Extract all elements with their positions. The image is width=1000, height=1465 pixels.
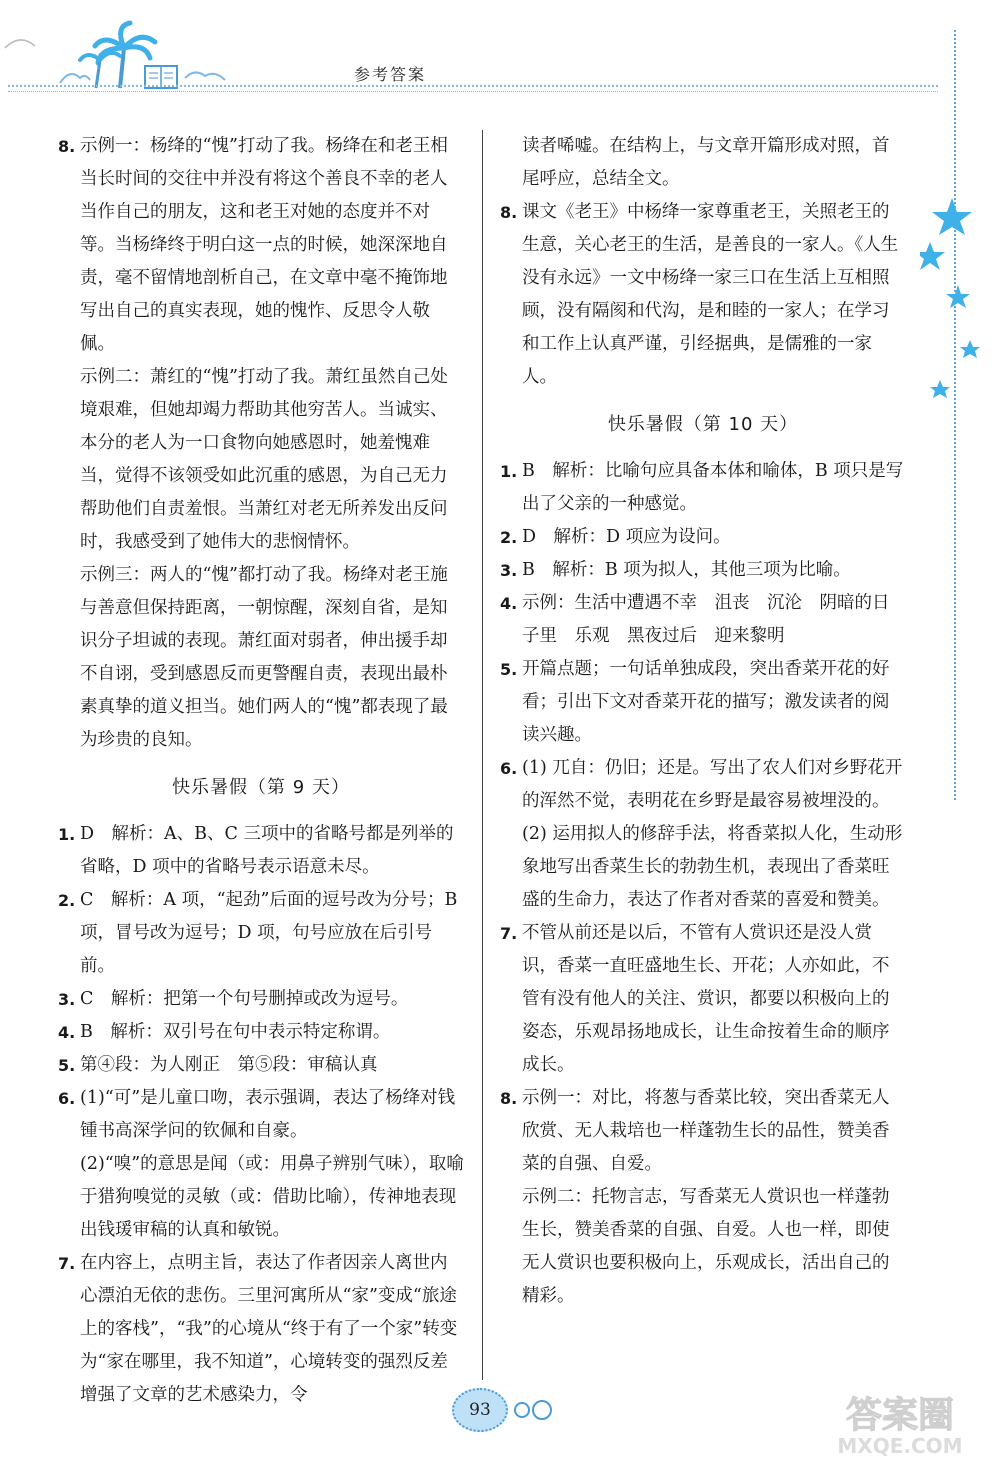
answer-text: (2)“嗅”的意思是闻（或：用鼻子辨别气味），取喻于猎狗嗅觉的灵敏（或：借助比喻），传神地表现出钱瑗审稿的认真和敏锐。 <box>80 1154 464 1240</box>
answer-text: B 解析：双引号在句中表示特定称谓。 <box>80 1022 391 1042</box>
answer-text: 示例二：托物言志，写香菜无人赏识也一样蓬勃生长，赞美香菜的自强、自爱。人也一样，即使无人赏识也要积极向上，乐观成长，活出自己的精彩。 <box>522 1187 890 1306</box>
answer-text: D 解析：A、B、C 三项中的省略号都是列举的省略，D 项中的省略号表示语意未尽。 <box>80 824 454 877</box>
answer-item <box>58 130 464 361</box>
palm-tree-logo-icon <box>0 18 240 93</box>
answer-text: 不管从前还是以后，不管有人赏识还是没人赏识，香菜一直旺盛地生长、开花；人亦如此，不管有没有他人的关注、赏识，都要以积极向上的姿态，乐观昂扬地成长，让生命按着生命的顺序成长。 <box>522 923 890 1075</box>
item-number: 3. <box>500 561 518 580</box>
column-divider <box>482 130 483 1380</box>
item-number: 7. <box>58 1254 76 1273</box>
item-number: 5. <box>58 1056 76 1075</box>
answer-item <box>500 455 906 521</box>
answer-text: B 解析：B 项为拟人，其他三项为比喻。 <box>522 560 851 580</box>
answer-text: 开篇点题；一句话单独成段，突出香菜开花的好看；引出下文对香菜开花的描写；激发读者的阅读兴趣。 <box>522 659 890 745</box>
answer-text: 示例一：对比，将葱与香菜比较，突出香菜无人欣赏、无人栽培也一样蓬勃生长的品性，赞美香菜的自强、自爱。 <box>522 1088 890 1174</box>
section-title: 快乐暑假（第 10 天） <box>607 414 799 435</box>
answer-item <box>58 1016 464 1049</box>
item-number: 7. <box>500 924 518 943</box>
answer-text: (2) 运用拟人的修辞手法，将香菜拟人化，生动形象地写出香菜生长的勃勃生机，表现出了香菜旺盛的生命力，表达了作者对香菜的喜爱和赞美。 <box>522 824 903 910</box>
answer-text: 示例一：杨绛的“愧”打动了我。杨绛在和老王相当长时间的交往中并没有将这个善良不幸的老人当作自己的朋友，这和老王对她的态度并不对等。当杨绛终于明白这一点的时候，她深深地自责，毫不留情地剖析自己，在文章中毫不掩饰地写出自己的真实表现，她的愧怍、反思令人敬佩。 <box>80 136 448 354</box>
answer-item <box>500 554 906 587</box>
answer-item <box>500 196 906 394</box>
answer-item <box>58 818 464 884</box>
item-number: 8. <box>500 203 518 222</box>
answer-text: 在内容上，点明主旨，表达了作者因亲人离世内心漂泊无依的悲伤。三里河寓所从“家”变成“旅途上的客栈”，“我”的心境从“终于有了一个家”转变为“家在哪里，我不知道”，心境转变的强烈反差增强了文章的艺术感染力，令 <box>80 1253 458 1405</box>
answer-item <box>58 1049 464 1082</box>
left-column <box>58 130 464 1412</box>
page-footer <box>0 1380 1000 1465</box>
answer-text: 示例二：萧红的“愧”打动了我。萧红虽然自己处境艰难，但她却竭力帮助其他穷苦人。当诚实、本分的老人为一口食物向她感恩时，她羞愧难当，觉得不该领受如此沉重的感恩，为自己无力帮助他们自责羞恨。当萧红对老无所养发出反问时，我感受到了她伟大的悲悯情怀。 <box>80 367 448 552</box>
item-number: 2. <box>58 891 76 910</box>
answer-text: 第④段：为人刚正 第⑤段：审稿认真 <box>80 1055 378 1075</box>
answer-item <box>500 653 906 752</box>
item-number: 8. <box>500 1089 518 1108</box>
watermark-logo <box>805 1385 995 1460</box>
answer-text: 课文《老王》中杨绛一家尊重老王，关照老王的生意，关心老王的生活，是善良的一家人。《人生没有永远》一文中杨绛一家三口在生活上互相照顾，没有隔阂和代沟，是和睦的一家人；在学习和工作上认真严谨，引经据典，是儒雅的一家人。 <box>522 202 899 387</box>
answer-text: C 解析：把第一个句号删掉或改为逗号。 <box>80 989 409 1009</box>
item-number: 4. <box>500 594 518 613</box>
section-title: 快乐暑假（第 9 天） <box>172 777 350 798</box>
answer-text: C 解析：A 项，“起劲”后面的逗号改为分号；B 项，冒号改为逗号；D 项，句号应放在后引号前。 <box>80 890 458 976</box>
item-number: 4. <box>58 1023 76 1042</box>
item-number: 3. <box>58 990 76 1009</box>
item-number: 1. <box>500 462 518 481</box>
item-number: 5. <box>500 660 518 679</box>
svg-text:答案圈: 答案圈 <box>845 1395 955 1436</box>
answer-item <box>500 521 906 554</box>
answer-text: B 解析：比喻句应具备本体和喻体，B 项只是写出了父亲的一种感觉。 <box>522 461 904 514</box>
answer-text: (1) 兀自：仍旧；还是。写出了农人们对乡野花开的浑然不觉，表明花在乡野是最容易被埋没的。 <box>522 758 903 811</box>
item-number: 2. <box>500 528 518 547</box>
page-header <box>0 0 1000 110</box>
answer-item <box>500 917 906 1082</box>
item-number: 6. <box>58 1089 76 1108</box>
answer-text: D 解析：D 项应为设问。 <box>522 527 731 547</box>
answer-text: (1)“可”是儿童口吻，表示强调，表达了杨绛对钱锺书高深学问的钦佩和自豪。 <box>80 1088 456 1141</box>
circle-decoration-icon <box>514 1402 530 1418</box>
answer-item <box>500 752 906 818</box>
answer-text: 示例三：两人的“愧”都打动了我。杨绛对老王施与善意但保持距离，一朝惊醒，深刻自省，是知识分子坦诚的表现。萧红面对弱者，伸出援手却不自诩，受到感恩反而更警醒自责，表现出最朴素真挚的道义担当。她们两人的“愧”都表现了最为珍贵的良知。 <box>80 565 448 750</box>
circle-decoration-icon <box>532 1400 552 1420</box>
header-rule <box>8 85 938 87</box>
answer-item <box>58 1082 464 1148</box>
svg-text:MXQE.COM: MXQE.COM <box>837 1434 963 1458</box>
answer-item <box>500 587 906 653</box>
answer-text: 读者唏嘘。在结构上，与文章开篇形成对照，首尾呼应，总结全文。 <box>522 136 890 189</box>
header-title: 参考答案 <box>353 65 426 84</box>
answer-text: 示例：生活中遭遇不幸 沮丧 沉沦 阴暗的日子里 乐观 黑夜过后 迎来黎明 <box>522 593 890 646</box>
answer-item <box>58 983 464 1016</box>
answer-item <box>500 1082 906 1181</box>
answer-item <box>58 884 464 983</box>
right-column <box>500 130 906 1313</box>
stars-decoration-icon <box>920 190 1000 420</box>
item-number: 8. <box>58 137 76 156</box>
page-number: 93 <box>452 1388 508 1432</box>
item-number: 6. <box>500 759 518 778</box>
header-rule-thin <box>8 91 938 92</box>
item-number: 1. <box>58 825 76 844</box>
